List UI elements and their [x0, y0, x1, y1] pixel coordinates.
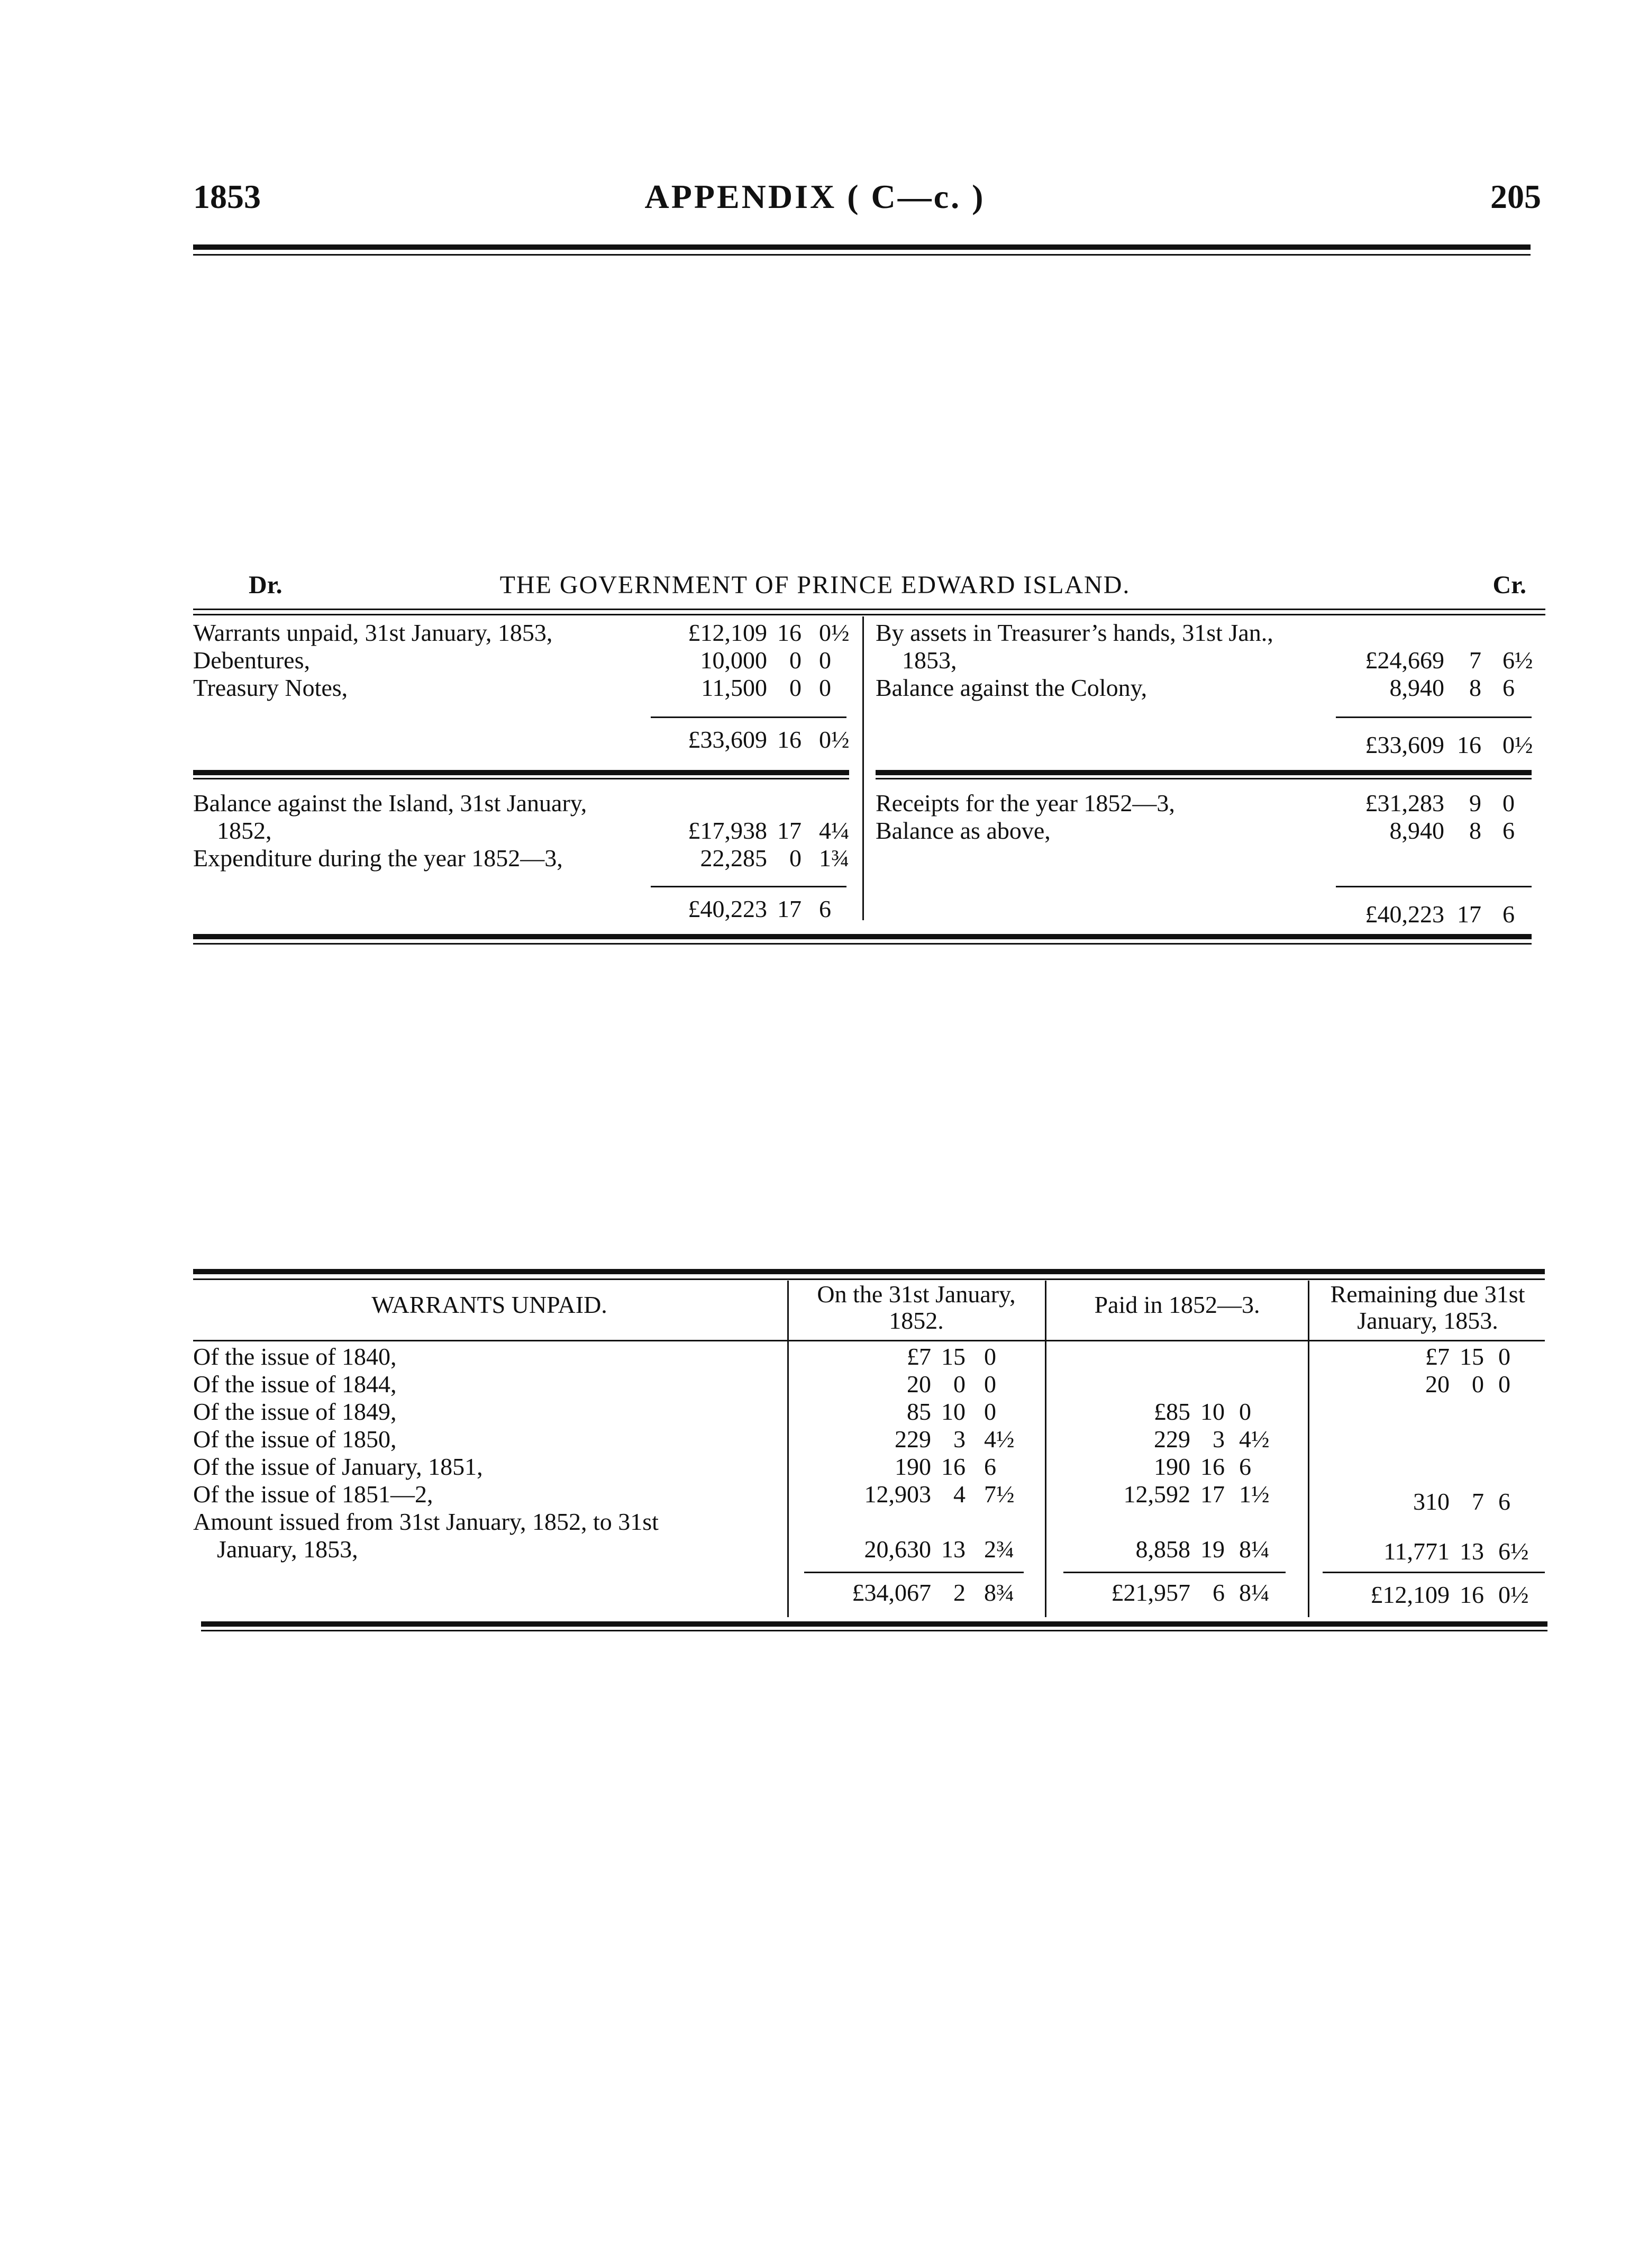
on-pounds: £7: [907, 1343, 931, 1370]
ledger-shillings: 17: [777, 817, 802, 844]
warrants-top-rule-thin: [193, 1278, 1545, 1280]
ledger-pence: 6½: [1502, 647, 1533, 674]
paid-pounds: £85: [1154, 1398, 1190, 1425]
ledger-total-pounds: £33,609: [1365, 731, 1444, 758]
on-pence: 0: [984, 1371, 996, 1398]
warrants-col-divider-3: [1308, 1281, 1309, 1617]
ledger-row-label-cont: 1853,: [902, 647, 957, 674]
ledger-total-pence: 6: [819, 895, 831, 922]
ledger-pounds: £17,938: [688, 817, 767, 844]
rem-pence: 6: [1498, 1488, 1510, 1515]
rem-shillings: 13: [1460, 1538, 1484, 1565]
ledger-bottom-rule: [193, 934, 1532, 939]
paid-shillings: 16: [1200, 1453, 1225, 1480]
ledger-row-label: Receipts for the year 1852—3,: [876, 790, 1175, 817]
dr-label: Dr.: [249, 571, 283, 599]
ledger-pounds: £31,283: [1365, 790, 1444, 817]
paid-pounds: 190: [1154, 1453, 1190, 1480]
paid-pounds: 229: [1154, 1426, 1190, 1453]
warrant-row-label: Of the issue of 1849,: [193, 1398, 397, 1425]
rem-pounds: £7: [1425, 1343, 1450, 1370]
ledger-pounds: 22,285: [700, 845, 767, 872]
header-rule-thin: [193, 254, 1531, 256]
ledger-pounds: 8,940: [1389, 674, 1444, 701]
cr-label: Cr.: [1492, 571, 1526, 599]
on-pounds: 190: [895, 1453, 931, 1480]
total-paid-pence: 8¼: [1239, 1579, 1270, 1606]
paid-pence: 6: [1239, 1453, 1251, 1480]
totals-rule-rem: [1323, 1572, 1545, 1573]
section-rule-right-thin: [876, 778, 1532, 779]
warrants-bottom-rule-thin: [201, 1630, 1547, 1631]
ledger-shillings: 0: [789, 845, 802, 872]
ledger-title: THE GOVERNMENT OF PRINCE EDWARD ISLAND.: [499, 571, 1131, 599]
ledger-pence: 0: [1502, 790, 1515, 817]
ledger-shillings: 16: [777, 619, 802, 646]
paid-pence: 1½: [1239, 1481, 1270, 1508]
on-pence: 2¾: [984, 1536, 1015, 1563]
rem-shillings: 7: [1472, 1488, 1484, 1515]
on-shillings: 10: [941, 1398, 966, 1425]
rem-shillings: 15: [1460, 1343, 1484, 1370]
warrants-col-divider-1: [787, 1281, 789, 1617]
subtotal-rule: [651, 716, 846, 718]
ledger-row-label: Warrants unpaid, 31st January, 1853,: [193, 619, 553, 646]
on-shillings: 16: [941, 1453, 966, 1480]
on-pence: 6: [984, 1453, 996, 1480]
ledger-row-label: Debentures,: [193, 647, 310, 674]
ledger-pence: 0½: [819, 619, 850, 646]
ledger-total-pounds: £40,223: [688, 895, 767, 922]
ledger-shillings: 8: [1469, 674, 1481, 701]
header-year: 1853: [193, 178, 261, 215]
ledger-total-shillings: 17: [777, 895, 802, 922]
ledger-pounds: 8,940: [1389, 817, 1444, 844]
on-pence: 0: [984, 1398, 996, 1425]
ledger-top-rule: [193, 609, 1545, 610]
ledger-total-pence: 6: [1502, 901, 1515, 928]
on-shillings: 3: [953, 1426, 966, 1453]
warrants-bottom-rule: [201, 1621, 1547, 1627]
paid-pounds: 8,858: [1135, 1536, 1190, 1563]
ledger-shillings: 7: [1469, 647, 1481, 674]
paid-pence: 8¼: [1239, 1536, 1270, 1563]
on-pounds: 229: [895, 1426, 931, 1453]
warrant-row-label: Of the issue of 1844,: [193, 1371, 397, 1398]
total-on-pence: 8¾: [984, 1579, 1015, 1606]
ledger-shillings: 8: [1469, 817, 1481, 844]
total-on-shillings: 2: [953, 1579, 966, 1606]
total-on-pounds: £34,067: [852, 1579, 931, 1606]
ledger-pence: 1¾: [819, 845, 850, 872]
section-rule-left: [193, 770, 849, 775]
rem-pounds: 310: [1413, 1488, 1450, 1515]
on-shillings: 0: [953, 1371, 966, 1398]
on-pence: 7½: [984, 1481, 1015, 1508]
warrant-row-label: Of the issue of 1840,: [193, 1343, 397, 1370]
section-rule-right: [876, 770, 1532, 775]
ledger-pounds: 10,000: [700, 647, 767, 674]
ledger-total-pounds: £33,609: [688, 726, 767, 753]
ledger-pounds: £24,669: [1365, 647, 1444, 674]
ledger-row-label: Treasury Notes,: [193, 674, 348, 701]
ledger-pence: 0: [819, 674, 831, 701]
warrant-row-label-cont: January, 1853,: [217, 1536, 358, 1563]
warrants-header-on-date-year: 1852.: [889, 1307, 944, 1334]
on-shillings: 4: [953, 1481, 966, 1508]
subtotal-rule: [1336, 886, 1532, 887]
paid-shillings: 19: [1200, 1536, 1225, 1563]
paid-shillings: 10: [1200, 1398, 1225, 1425]
ledger-row-label: Expenditure during the year 1852—3,: [193, 845, 563, 872]
rem-shillings: 0: [1472, 1371, 1484, 1398]
ledger-row-label-cont: 1852,: [217, 817, 272, 844]
warrants-col-divider-2: [1045, 1281, 1046, 1617]
paid-pence: 0: [1239, 1398, 1251, 1425]
warrants-header-title: WARRANTS UNPAID.: [371, 1291, 607, 1318]
ledger-pence: 4¼: [819, 817, 850, 844]
warrant-row-label: Of the issue of 1850,: [193, 1426, 397, 1453]
ledger-pounds: 11,500: [701, 674, 767, 701]
on-pounds: 12,903: [864, 1481, 931, 1508]
ledger-row-label: Balance as above,: [876, 817, 1051, 844]
ledger-center-divider: [862, 616, 864, 920]
warrants-header-on-date: On the 31st January,: [817, 1281, 1016, 1308]
ledger-row-label: Balance against the Island, 31st January,: [193, 790, 587, 817]
on-pounds: 20,630: [864, 1536, 931, 1563]
ledger-shillings: 0: [789, 647, 802, 674]
paid-pence: 4½: [1239, 1426, 1270, 1453]
ledger-pence: 0: [819, 647, 831, 674]
warrants-header-paid: Paid in 1852—3.: [1094, 1291, 1260, 1318]
on-shillings: 13: [941, 1536, 966, 1563]
rem-pence: 0: [1498, 1371, 1510, 1398]
total-paid-shillings: 6: [1213, 1579, 1225, 1606]
on-pounds: 20: [907, 1371, 931, 1398]
warrants-top-rule: [193, 1269, 1545, 1274]
rem-pounds: 11,771: [1383, 1538, 1450, 1565]
ledger-pounds: £12,109: [688, 619, 767, 646]
on-pounds: 85: [907, 1398, 931, 1425]
ledger-total-pence: 0½: [819, 726, 850, 753]
warrant-row-label: Of the issue of January, 1851,: [193, 1453, 483, 1480]
paid-shillings: 17: [1200, 1481, 1225, 1508]
total-rem-shillings: 16: [1460, 1581, 1484, 1608]
warrant-row-label: Of the issue of 1851—2,: [193, 1481, 433, 1508]
paid-pounds: 12,592: [1123, 1481, 1190, 1508]
ledger-top-rule-2: [193, 614, 1545, 615]
warrant-row-label: Amount issued from 31st January, 1852, to 31st: [193, 1508, 659, 1535]
ledger-shillings: 0: [789, 674, 802, 701]
on-pence: 4½: [984, 1426, 1015, 1453]
on-pence: 0: [984, 1343, 996, 1370]
warrants-header-remaining: Remaining due 31st: [1330, 1281, 1525, 1308]
header-title: APPENDIX ( C—c. ): [644, 178, 986, 215]
total-rem-pounds: £12,109: [1370, 1581, 1450, 1608]
ledger-row-label: Balance against the Colony,: [876, 674, 1148, 701]
rem-pence: 0: [1498, 1343, 1510, 1370]
ledger-total-shillings: 16: [1457, 731, 1481, 758]
ledger-pence: 6: [1502, 674, 1515, 701]
ledger-pence: 6: [1502, 817, 1515, 844]
warrants-header-remaining-date: January, 1853.: [1357, 1307, 1498, 1334]
rem-pounds: 20: [1425, 1371, 1450, 1398]
section-rule-left-thin: [193, 778, 849, 779]
on-shillings: 15: [941, 1343, 966, 1370]
ledger-total-shillings: 16: [777, 726, 802, 753]
subtotal-rule: [651, 886, 846, 887]
ledger-bottom-rule-thin: [193, 943, 1532, 945]
page-number: 205: [1490, 178, 1541, 215]
totals-rule-on: [804, 1572, 1024, 1573]
total-paid-pounds: £21,957: [1111, 1579, 1190, 1606]
ledger-row-label: By assets in Treasurer’s hands, 31st Jan.,: [876, 619, 1273, 646]
total-rem-pence: 0½: [1498, 1581, 1529, 1608]
subtotal-rule: [1336, 716, 1532, 718]
ledger-shillings: 9: [1469, 790, 1481, 817]
totals-rule-paid: [1063, 1572, 1286, 1573]
paid-shillings: 3: [1213, 1426, 1225, 1453]
ledger-total-pounds: £40,223: [1365, 901, 1444, 928]
rem-pence: 6½: [1498, 1538, 1529, 1565]
ledger-total-shillings: 17: [1457, 901, 1481, 928]
warrants-header-rule: [193, 1340, 1545, 1341]
ledger-total-pence: 0½: [1502, 731, 1533, 758]
header-rule-thick: [193, 244, 1531, 250]
